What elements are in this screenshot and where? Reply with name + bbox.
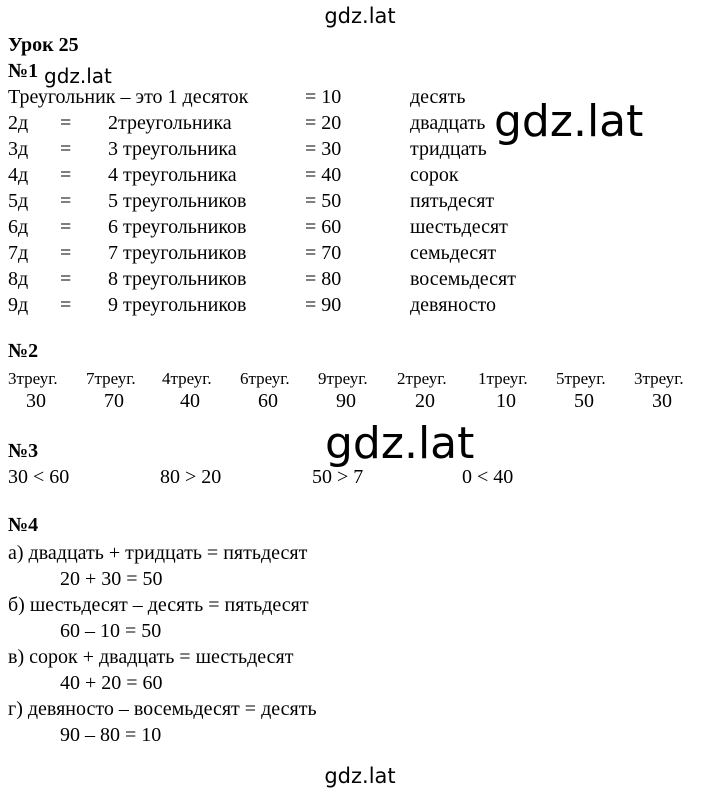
task1-definition: Треугольник – это 1 десяток	[8, 86, 249, 108]
triangle-count-label: 7треуг.	[86, 369, 136, 388]
task1-heading: №1	[8, 60, 39, 82]
row-short-label: 2д	[8, 112, 29, 134]
row-triangle-count: 2треугольника	[108, 112, 232, 134]
row-value: = 40	[305, 164, 342, 186]
triangle-count-value: 90	[336, 390, 356, 412]
row-short-label: 9д	[8, 294, 29, 316]
triangle-count-value: 30	[26, 390, 46, 412]
watermark-bottom: gdz.lat	[324, 764, 396, 788]
row-triangle-count: 9 треугольников	[108, 294, 247, 316]
row-equals-sign: =	[60, 216, 72, 238]
task4-c-equation: 40 + 20 = 60	[60, 672, 163, 694]
triangle-count-label: 2треуг.	[397, 369, 447, 388]
triangle-count-value: 20	[415, 390, 435, 412]
triangle-count-label: 1треуг.	[478, 369, 528, 388]
triangle-count-value: 40	[180, 390, 200, 412]
row-short-label: 5д	[8, 190, 29, 212]
row-short-label: 4д	[8, 164, 29, 186]
row-triangle-count: 6 треугольников	[108, 216, 247, 238]
row-number-word: тридцать	[410, 138, 487, 160]
row-short-label: 8д	[8, 268, 29, 290]
row-number-word: сорок	[410, 164, 459, 186]
row-number-word: пятьдесят	[410, 190, 495, 212]
row-value: = 20	[305, 112, 342, 134]
triangle-count-label: 3треуг.	[634, 369, 684, 388]
row-equals-sign: =	[60, 164, 72, 186]
watermark-small: gdz.lat	[44, 64, 112, 88]
task4-d-equation: 90 – 80 = 10	[60, 724, 162, 746]
row-triangle-count: 3 треугольника	[108, 138, 237, 160]
watermark-top: gdz.lat	[324, 4, 396, 28]
row-triangle-count: 8 треугольников	[108, 268, 247, 290]
triangle-count-value: 60	[258, 390, 278, 412]
row-equals-sign: =	[60, 138, 72, 160]
watermark-large-2: gdz.lat	[325, 418, 475, 469]
triangle-count-value: 70	[104, 390, 124, 412]
comparison-1: 30 < 60	[8, 466, 70, 488]
triangle-count-label: 9треуг.	[318, 369, 368, 388]
comparison-4: 0 < 40	[462, 466, 514, 488]
row-number-word: двадцать	[410, 112, 486, 134]
triangle-count-label: 4треуг.	[162, 369, 212, 388]
task4-a-statement: а) двадцать + тридцать = пятьдесят	[8, 542, 308, 564]
row-value: = 50	[305, 190, 342, 212]
triangle-count-value: 10	[496, 390, 516, 412]
row-equals-sign: =	[60, 242, 72, 264]
task4-b-statement: б) шестьдесят – десять = пятьдесят	[8, 594, 309, 616]
comparison-3: 50 > 7	[312, 466, 364, 488]
watermark-large-1: gdz.lat	[494, 96, 644, 147]
task2-heading: №2	[8, 340, 39, 362]
row-equals-sign: =	[60, 268, 72, 290]
task4-b-equation: 60 – 10 = 50	[60, 620, 162, 642]
row-equals-sign: =	[60, 190, 72, 212]
row-number-word: шестьдесят	[410, 216, 508, 238]
row-short-label: 7д	[8, 242, 29, 264]
task4-d-statement: г) девяносто – восемьдесят = десять	[8, 698, 317, 720]
row-number-word: девяносто	[410, 294, 496, 316]
row-value: = 70	[305, 242, 342, 264]
row-equals-sign: =	[60, 294, 72, 316]
row-number-word: семьдесят	[410, 242, 497, 264]
row-short-label: 3д	[8, 138, 29, 160]
triangle-count-value: 30	[652, 390, 672, 412]
task3-heading: №3	[8, 440, 39, 462]
row-short-label: 6д	[8, 216, 29, 238]
row-equals-sign: =	[60, 112, 72, 134]
task4-heading: №4	[8, 514, 39, 536]
comparison-2: 80 > 20	[160, 466, 222, 488]
triangle-count-label: 5треуг.	[556, 369, 606, 388]
task4-a-equation: 20 + 30 = 50	[60, 568, 163, 590]
row-value: = 60	[305, 216, 342, 238]
task4-c-statement: в) сорок + двадцать = шестьдесят	[8, 646, 294, 668]
row-number-word: восемьдесят	[410, 268, 516, 290]
row-triangle-count: 5 треугольников	[108, 190, 247, 212]
triangle-count-value: 50	[574, 390, 594, 412]
lesson-title: Урок 25	[8, 34, 79, 56]
row-value: = 90	[305, 294, 342, 316]
task1-definition-word: десять	[410, 86, 466, 108]
row-value: = 80	[305, 268, 342, 290]
row-value: = 30	[305, 138, 342, 160]
triangle-count-label: 3треуг.	[8, 369, 58, 388]
row-triangle-count: 4 треугольника	[108, 164, 237, 186]
triangle-count-label: 6треуг.	[240, 369, 290, 388]
task1-definition-value: = 10	[305, 86, 342, 108]
row-triangle-count: 7 треугольников	[108, 242, 247, 264]
